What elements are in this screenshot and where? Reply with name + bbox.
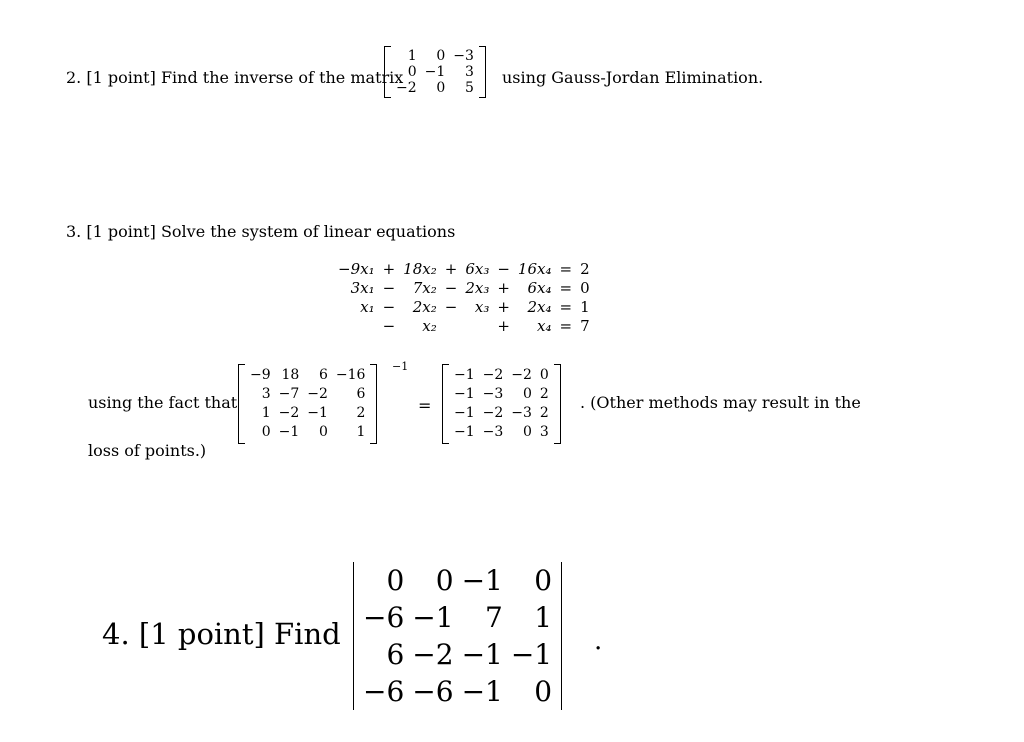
matrix-a-cell: 6 (319, 367, 328, 383)
q2-prompt (66, 68, 403, 88)
q3-fact-suffix: . (Other methods may result in the (580, 393, 861, 412)
q2-cell: 0 (436, 48, 446, 64)
matrix-a-cell: 0 (261, 424, 271, 440)
q3-fact-suffix-2: loss of points.) (88, 441, 207, 460)
q4-points: [1 point] (138, 617, 265, 651)
matrix-a-cell: −16 (335, 367, 366, 383)
det-cell: −6 (363, 601, 405, 634)
q2-text: Find the inverse of the matrix (160, 68, 404, 87)
matrix-inv-cell: −2 (482, 405, 504, 421)
matrix-a-cell: 1 (261, 405, 271, 421)
equals-sign: = (418, 396, 432, 415)
det-cell: 0 (534, 675, 553, 708)
q2-cell: 0 (436, 80, 446, 96)
matrix-a-cell: −9 (250, 367, 271, 383)
q4-text: Find (274, 617, 341, 651)
q2-cell: 0 (407, 64, 417, 80)
matrix-a-cell: −1 (278, 424, 300, 440)
q2-points: [1 point] (86, 68, 156, 87)
det-cell: −1 (461, 638, 503, 671)
q2-cell: 5 (465, 80, 474, 96)
equation-row: − x₂ + x₄ = 7 (382, 317, 590, 335)
q2-cell: −3 (453, 48, 474, 64)
q3-points: [1 point] (86, 222, 156, 241)
q2-number: 2. (66, 68, 82, 87)
q3-equation-system (334, 260, 594, 336)
matrix-inv-cell: −3 (511, 405, 532, 421)
q3-number: 3. (66, 222, 82, 241)
matrix-inv-cell: 2 (539, 405, 549, 421)
matrix-inv-cell: 3 (539, 424, 549, 440)
det-cell: 6 (386, 638, 405, 671)
inverse-superscript: −1 (392, 360, 409, 373)
det-cell: −1 (412, 601, 454, 634)
q2-cell: 1 (407, 48, 417, 64)
matrix-a-cell: −2 (307, 386, 328, 402)
matrix-a-cell: 0 (319, 424, 328, 440)
det-cell: −1 (461, 675, 503, 708)
det-cell: 0 (435, 564, 454, 597)
matrix-inv-cell: −1 (454, 367, 475, 383)
det-cell: −6 (363, 675, 405, 708)
matrix-a-cell: −1 (307, 405, 328, 421)
det-cell: −2 (412, 638, 454, 671)
equation-row: 3x₁ − 7x₂ − 2x₃ + 6x₄ = 0 (350, 279, 590, 297)
matrix-inv-cell: 2 (539, 386, 549, 402)
matrix-inv-cell: −3 (482, 424, 504, 440)
det-cell: 0 (534, 564, 553, 597)
q2-cell: −2 (396, 80, 417, 96)
det-cell: 0 (386, 564, 405, 597)
q3-fact-prefix: using the fact that (88, 393, 238, 412)
q3-matrix-inverse (442, 364, 561, 444)
matrix-a-cell: 2 (356, 405, 366, 421)
q3-matrix-a (238, 364, 377, 444)
matrix-a-cell: 3 (261, 386, 271, 402)
q2-cell: −1 (424, 64, 446, 80)
matrix-a-cell: 18 (281, 367, 300, 383)
q4-prompt (102, 616, 341, 652)
q2-matrix (384, 46, 486, 98)
q2-cell: 3 (465, 64, 474, 80)
matrix-inv-cell: −3 (482, 386, 504, 402)
det-cell: −1 (510, 638, 553, 671)
det-cell: −1 (461, 564, 503, 597)
q3-prompt (66, 222, 455, 242)
matrix-a-cell: −2 (278, 405, 300, 421)
matrix-a-cell: −7 (278, 386, 300, 402)
matrix-inv-cell: −1 (454, 386, 475, 402)
matrix-inv-cell: 0 (539, 367, 549, 383)
q4-determinant (353, 562, 562, 710)
matrix-inv-cell: −1 (454, 405, 475, 421)
det-cell: 7 (485, 601, 503, 634)
matrix-inv-cell: 0 (523, 424, 532, 440)
q4-number: 4. (102, 617, 130, 651)
matrix-a-cell: 1 (356, 424, 366, 440)
equation-row: −9x₁ + 18x₂ + 6x₃ − 16x₄ = 2 (338, 260, 590, 278)
equation-row: x₁ − 2x₂ − x₃ + 2x₄ = 1 (360, 298, 590, 316)
matrix-inv-cell: −2 (511, 367, 532, 383)
matrix-inv-cell: 0 (523, 386, 532, 402)
matrix-inv-cell: −1 (454, 424, 475, 440)
q4-period: . (594, 626, 603, 656)
det-cell: −6 (412, 675, 454, 708)
q2-text-after: using Gauss-Jordan Elimination. (502, 68, 764, 87)
q3-text: Solve the system of linear equations (160, 222, 456, 241)
det-cell: 1 (534, 601, 553, 634)
matrix-a-cell: 6 (356, 386, 366, 402)
matrix-inv-cell: −2 (482, 367, 504, 383)
